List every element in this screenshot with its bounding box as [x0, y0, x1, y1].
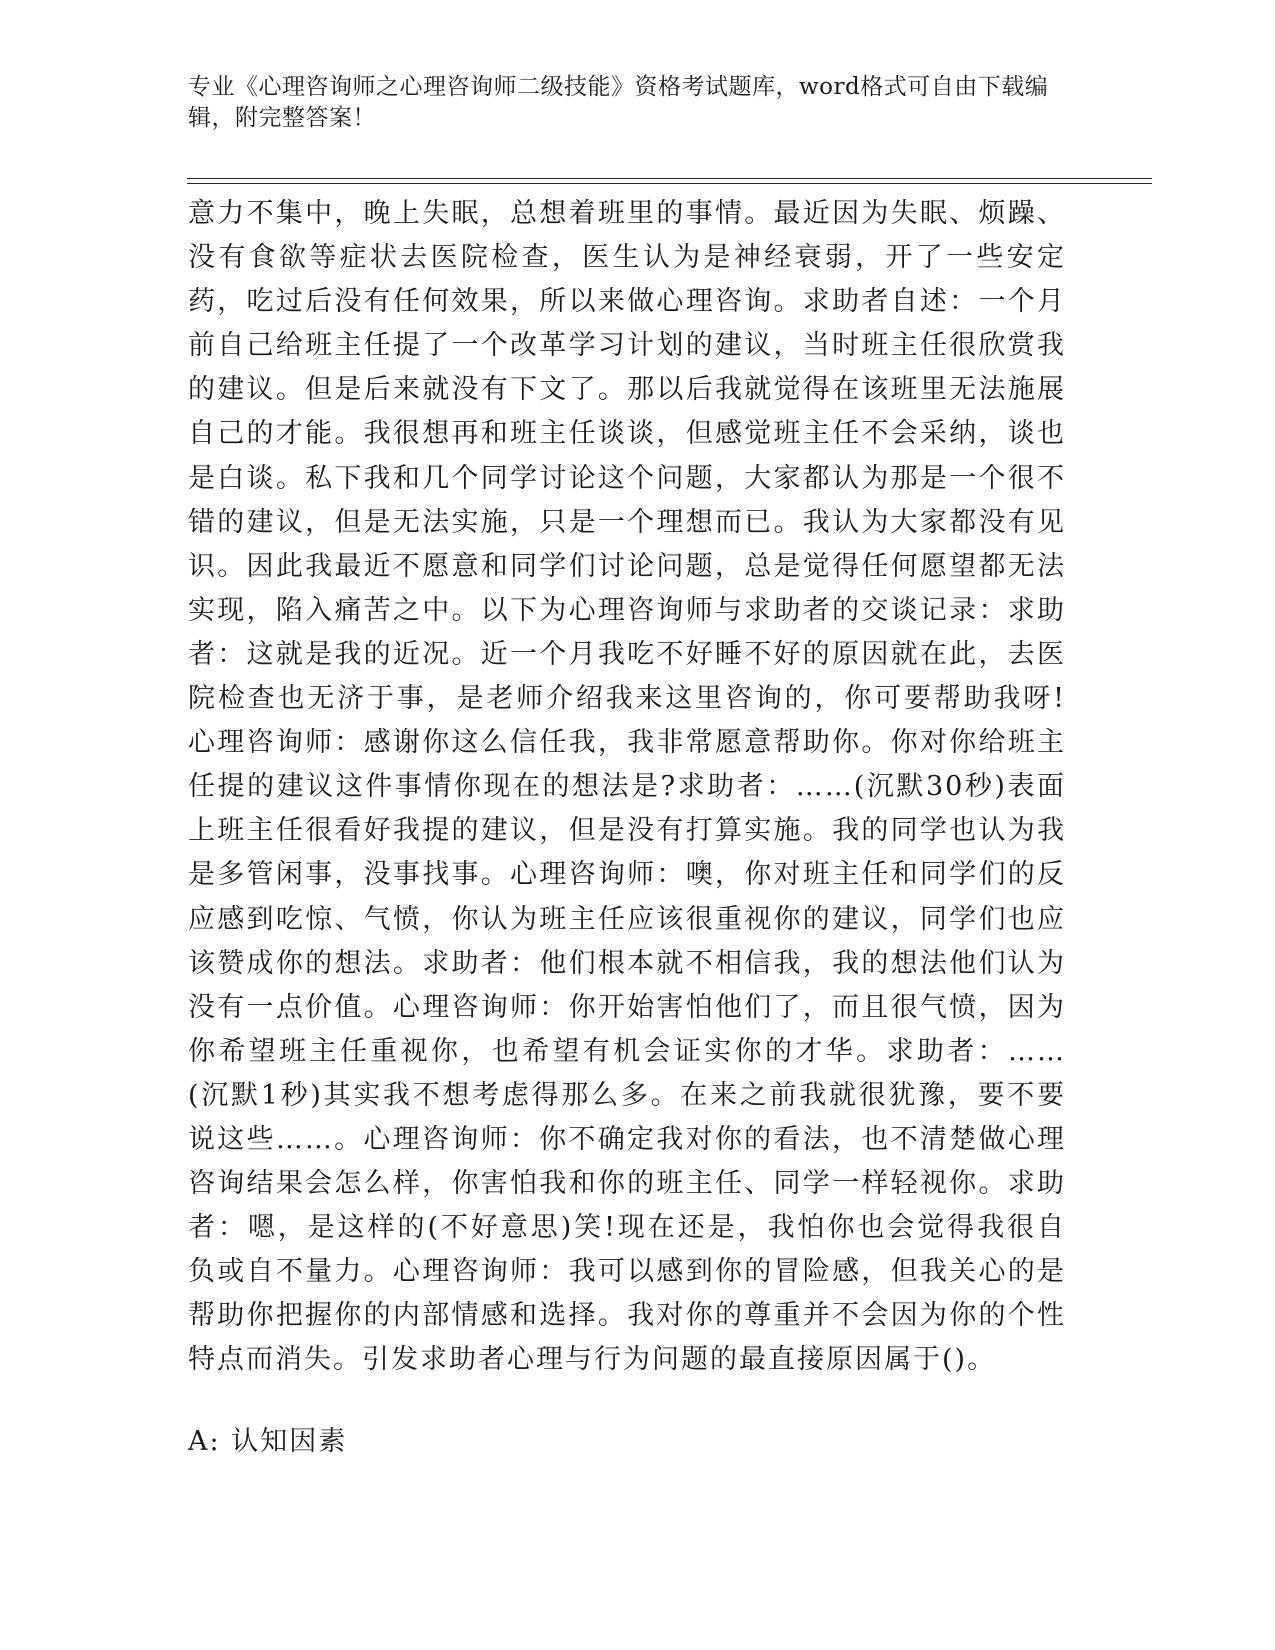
- header-divider-top: [187, 178, 1152, 179]
- option-a: [188, 1420, 347, 1464]
- option-a-label: A:: [188, 1426, 221, 1457]
- page-header: 专业《心理咨询师之心理咨询师二级技能》资格考试题库，word格式可自由下载编辑，附完整答案！: [188, 74, 1049, 131]
- option-a-text: 认知因素: [231, 1426, 348, 1457]
- question-text: 意力不集中，晚上失眠，总想着班里的事情。最近因为失眠、烦躁、没有食欲等症状去医院检查，医生认为是神经衰弱，开了一些安定药，吃过后没有任何效果，所以来做心理咨询。求助者自述：一个月前自己给班主任提了一个改革学习计划的建议，当时班主任很欣赏我的建议。但是后来就没有下文了。那以后我就觉得在该班里无法施展自己的才能。我很想再和班主任谈谈，但感觉班主任不会采纳，谈也是白谈。私下我和几个同学讨论这个问题，大家都认为那是一个很不错的建议，但是无法实施，只是一个理想而已。我认为大家都没有见识。因此我最近不愿意和同学们讨论问题，总是觉得任何愿望都无法实现，陷入痛苦之中。以下为心理咨询师与求助者的交谈记录：求助者：这就是我的近况。近一个月我吃不好睡不好的原因就在此，去医院检查也无济于事，是老师介绍我来这里咨询的，你可要帮助我呀!心理咨询师：感谢你这么信任我，我非常愿意帮助你。你对你给班主任提的建议这件事情你现在的想法是?求助者：……(沉默30秒)表面上班主任很看好我提的建议，但是没有打算实施。我的同学也认为我是多管闲事，没事找事。心理咨询师：噢，你对班主任和同学们的反应感到吃惊、气愤，你认为班主任应该很重视你的建议，同学们也应该赞成你的想法。求助者：他们根本就不相信我，我的想法他们认为没有一点价值。心理咨询师：你开始害怕他们了，而且很气愤，因为你希望班主任重视你，也希望有机会证实你的才华。求助者：……(沉默1秒)其实我不想考虑得那么多。在来之前我就很犹豫，要不要说这些……。心理咨询师：你不确定我对你的看法，也不清楚做心理咨询结果会怎么样，你害怕我和你的班主任、同学一样轻视你。求助者：嗯，是这样的(不好意思)笑!现在还是，我怕你也会觉得我很自负或自不量力。心理咨询师：我可以感到你的冒险感，但我关心的是帮助你把握你的内部情感和选择。我对你的尊重并不会因为你的个性特点而消失。引发求助者心理与行为问题的最直接原因属于()。: [188, 198, 1066, 1376]
- header-divider-bottom: [187, 183, 1152, 184]
